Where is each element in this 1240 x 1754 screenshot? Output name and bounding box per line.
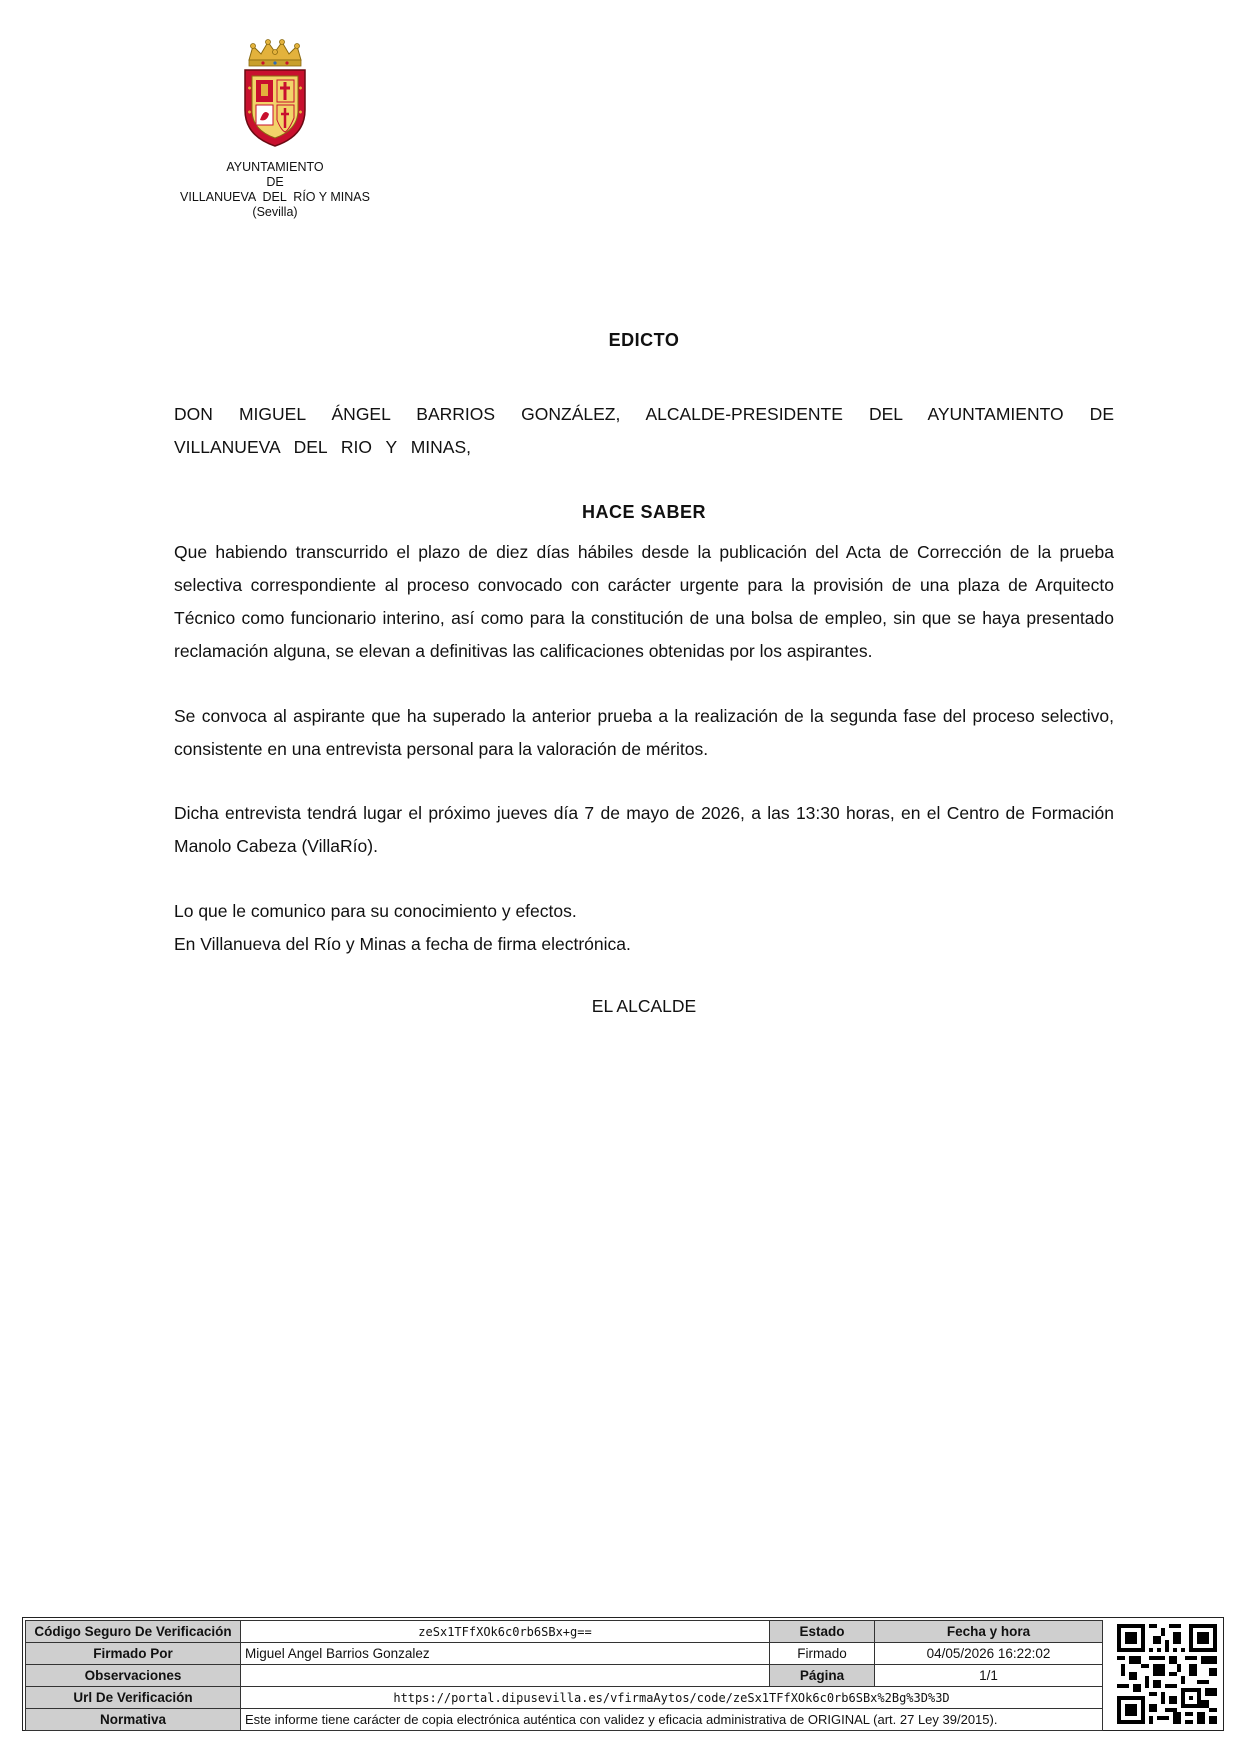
verification-table	[25, 1620, 1103, 1731]
closing-line-1: Lo que le comunico para su conocimiento y efectos.	[174, 901, 577, 921]
letterhead-line: (Sevilla)	[252, 205, 298, 219]
fecha-value: 04/05/2026 16:22:02	[875, 1643, 1103, 1665]
label-fecha: Fecha y hora	[875, 1621, 1103, 1643]
signature: EL ALCALDE	[591, 996, 697, 1016]
paragraph-3: Dicha entrevista tendrá lugar el próximo jueves día 7 de mayo de 2026, a las 13:30 horas, en el Centro de Formación Manolo Cabeza (VillaRío).	[174, 803, 1114, 856]
letterhead-line: VILLANUEVA DEL RÍO Y MINAS	[180, 190, 370, 204]
estado-value: Firmado	[770, 1643, 875, 1665]
verification-box	[22, 1617, 1224, 1731]
section-heading: HACE SABER	[581, 502, 706, 522]
letterhead-line: AYUNTAMIENTO	[226, 160, 324, 174]
letterhead	[160, 38, 390, 220]
label-normativa: Normativa	[26, 1709, 241, 1731]
table-row	[26, 1665, 1103, 1687]
observaciones-value	[241, 1665, 770, 1687]
closing-line-2: En Villanueva del Río y Minas a fecha de firma electrónica.	[174, 934, 631, 954]
qr-code-icon	[1117, 1624, 1217, 1724]
paragraph-2: Se convoca al aspirante que ha superado la anterior prueba a la realización de la segunda fase del proceso selectivo, consistente en una entrevista personal para la valoración de méritos.	[174, 706, 1114, 759]
verification-url[interactable]: https://portal.dipusevilla.es/vfirmaAytos/code/zeSx1TFfXOk6c0rb6SBx%2Bg%3D%3D	[241, 1687, 1103, 1709]
label-observaciones: Observaciones	[26, 1665, 241, 1687]
letterhead-text	[160, 160, 390, 220]
paragraph-1: Que habiendo transcurrido el plazo de diez días hábiles desde la publicación del Acta de Corrección de la prueba selectiva correspondiente al proceso convocado con carácter urgente para la provisión de una plaza de Arquitecto Técnico como funcionario interino, así como para la constitución de una bolsa de empleo, sin que se haya presentado reclamación alguna, se elevan a definitivas las calificaciones obtenidas por los aspirantes.	[174, 542, 1114, 661]
table-row	[26, 1709, 1103, 1731]
coat-of-arms-icon	[239, 38, 311, 148]
normativa-text: Este informe tiene carácter de copia electrónica auténtica con validez y eficacia administrativa de ORIGINAL (art. 27 Ley 39/2015).	[241, 1709, 1103, 1731]
label-estado: Estado	[770, 1621, 875, 1643]
label-url: Url De Verificación	[26, 1687, 241, 1709]
label-pagina: Página	[770, 1665, 875, 1687]
table-row	[26, 1621, 1103, 1643]
table-row	[26, 1643, 1103, 1665]
label-code: Código Seguro De Verificación	[26, 1621, 241, 1643]
firmado-por: Miguel Angel Barrios Gonzalez	[241, 1643, 770, 1665]
label-firmado: Firmado Por	[26, 1643, 241, 1665]
letterhead-line: DE	[266, 175, 284, 189]
pagina-value: 1/1	[875, 1665, 1103, 1687]
document-title: EDICTO	[608, 330, 680, 350]
intro-paragraph: DON MIGUEL ÁNGEL BARRIOS GONZÁLEZ, ALCALDE-PRESIDENTE DEL AYUNTAMIENTO DE VILLANUEVA DEL RIO Y MINAS,	[174, 404, 1114, 457]
table-row	[26, 1687, 1103, 1709]
verification-code: zeSx1TFfXOk6c0rb6SBx+g==	[241, 1621, 770, 1643]
